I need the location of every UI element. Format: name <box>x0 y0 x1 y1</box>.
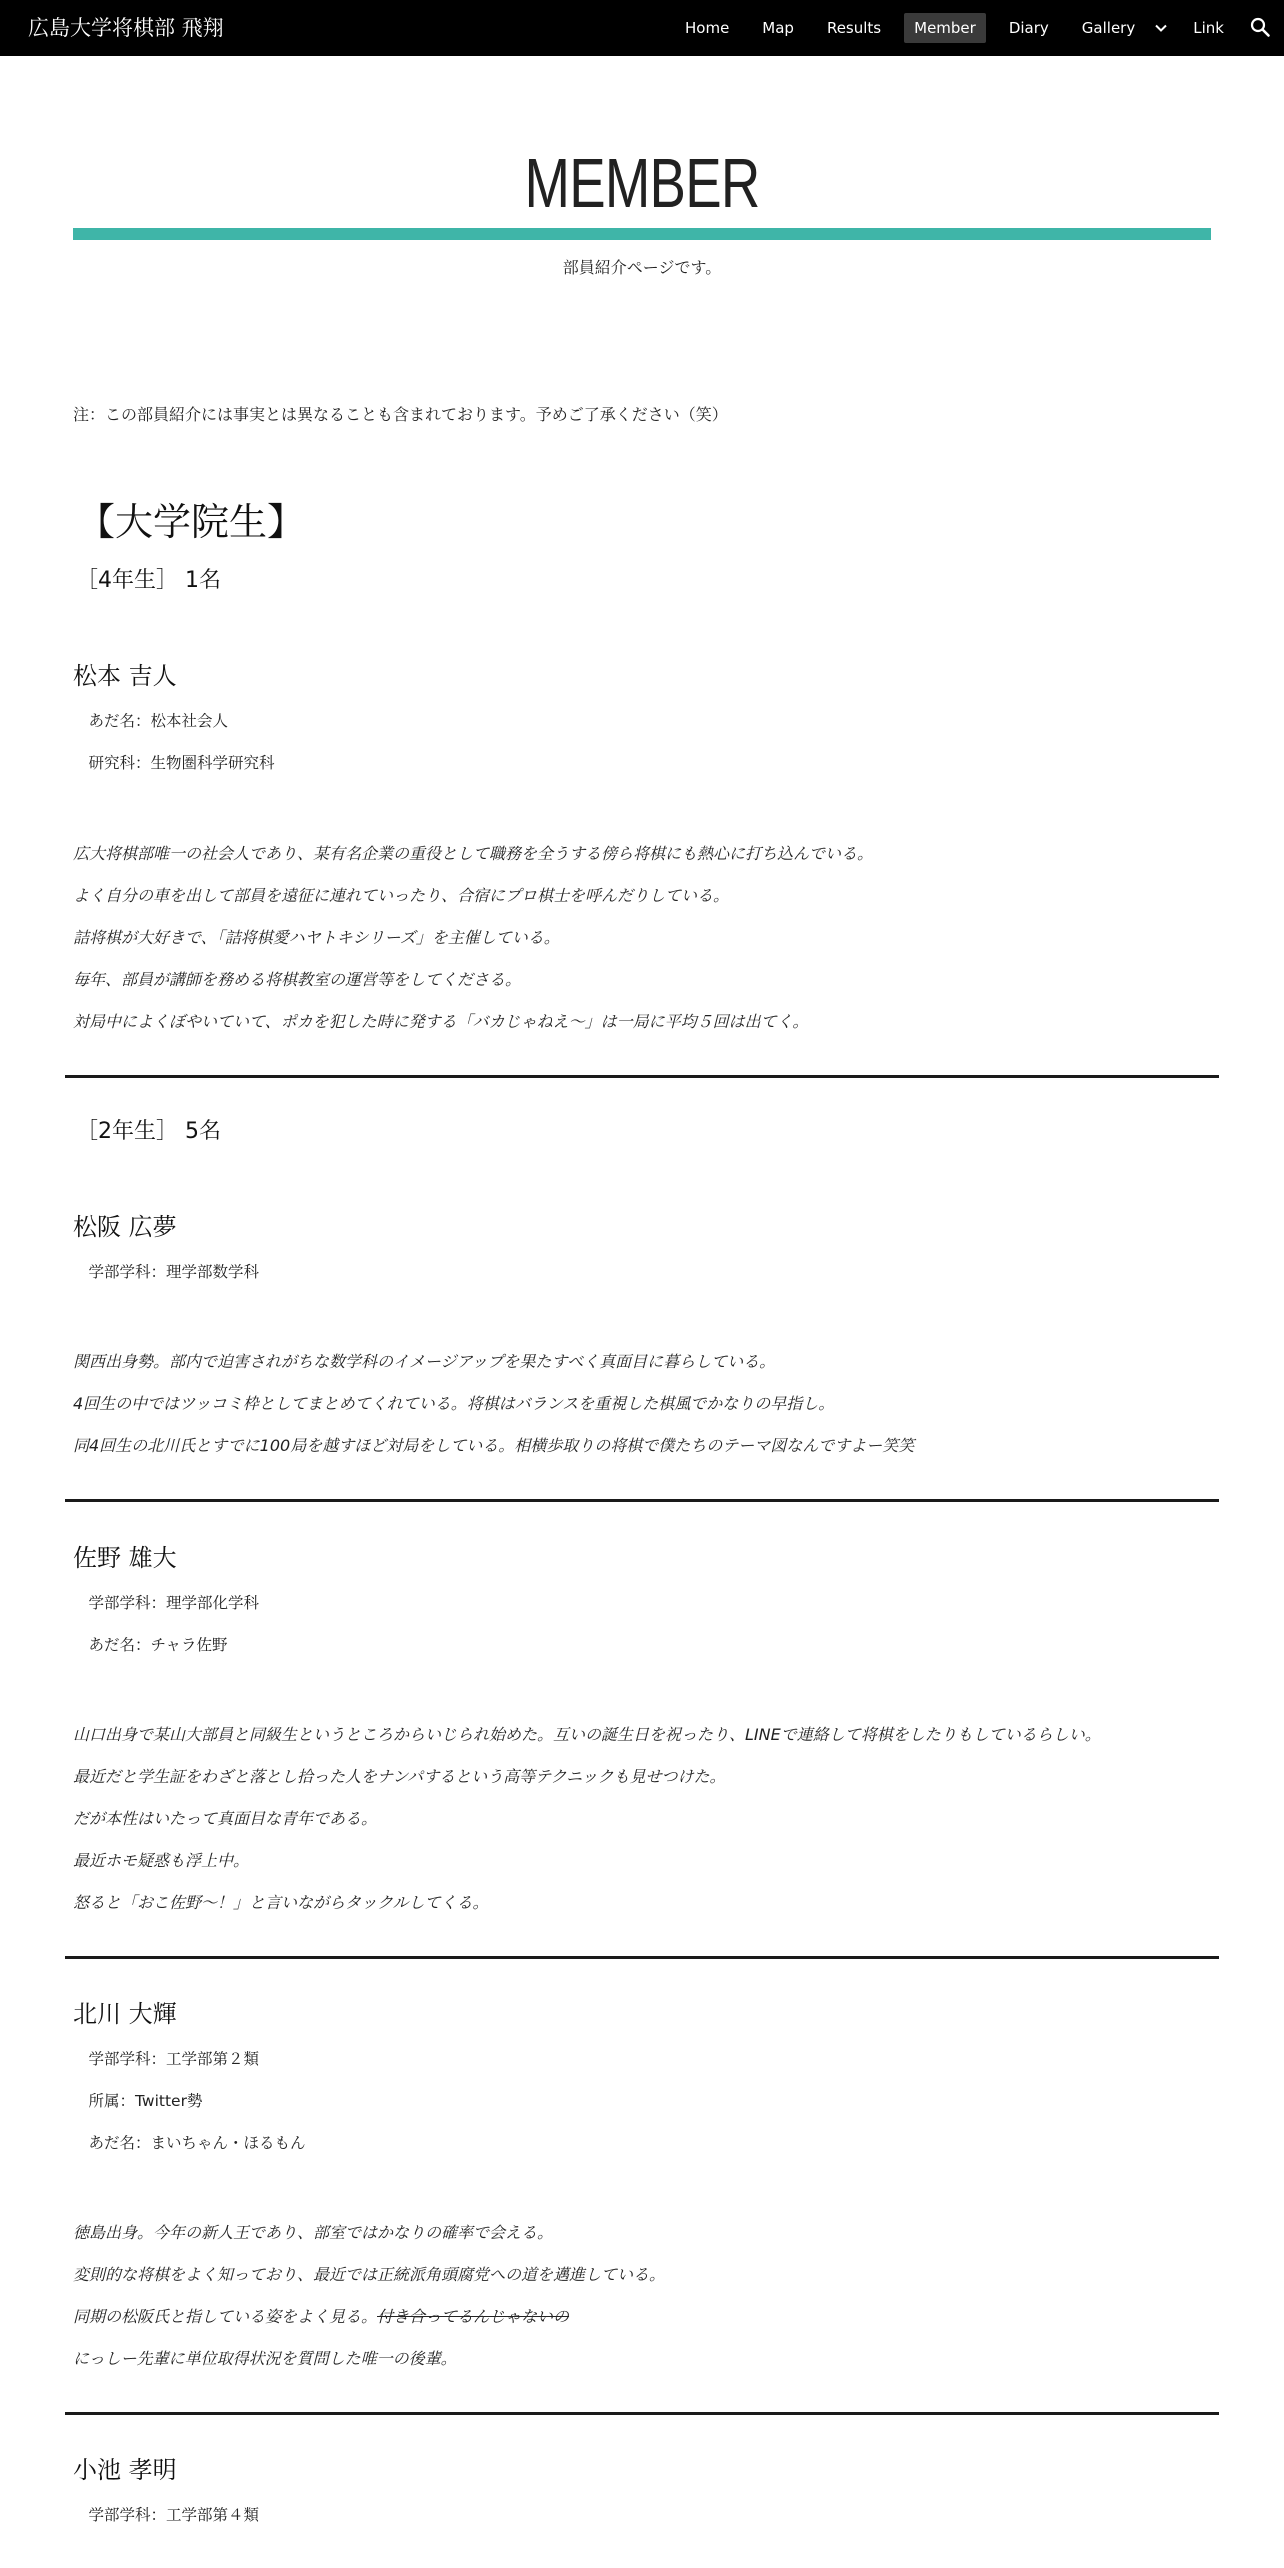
year-heading-4: ［4年生］ 1名 <box>76 568 221 593</box>
page-title: MEMBER <box>524 144 760 222</box>
member-meta-line: 研究科：生物圏科学研究科 <box>73 754 275 772</box>
nav-member[interactable]: Member <box>904 13 986 43</box>
member-meta-line: 学部学科：理学部数学科 <box>73 1263 260 1281</box>
member-meta-line: 学部学科：工学部第２類 <box>73 2050 260 2068</box>
member-bio-line: 山口出身で某山大部員と同級生というところからいじられ始めた。互いの誕生日を祝ったり、LINEで連絡して将棋をしたりもしているらしい。 <box>73 1725 1101 1744</box>
member-name: 小池 孝明 <box>73 2456 177 2484</box>
member-meta-line: 学部学科：理学部化学科 <box>73 1594 260 1612</box>
section-divider <box>65 1956 1219 1959</box>
member-bio-line: 徳島出身。今年の新人王であり、部室ではかなりの確率で会える。 <box>73 2223 554 2242</box>
nav-results[interactable]: Results <box>826 19 882 37</box>
nav-map[interactable]: Map <box>762 19 794 37</box>
member-bio-line: にっしー先輩に単位取得状況を質問した唯一の後輩。 <box>73 2349 457 2368</box>
member-bio-line: 同4回生の北川氏とすでに100局を越すほど対局をしている。相横歩取りの将棋で僕たちのテーマ図なんですよー笑笑 <box>73 1436 915 1455</box>
member-name: 北川 大輝 <box>73 2000 177 2028</box>
main-nav <box>675 12 1247 44</box>
nav-link[interactable]: Link <box>1193 19 1224 37</box>
chevron-down-icon[interactable] <box>1154 13 1168 43</box>
nav-gallery[interactable]: Gallery <box>1081 19 1136 37</box>
search-icon[interactable] <box>1249 16 1271 38</box>
member-bio-line <box>73 2305 569 2329</box>
member-bio-line: 対局中によくぼやいていて、ポカを犯した時に発する「バカじゃねえ～」は一局に平均５回は出てく。 <box>73 1012 809 1031</box>
member-name: 松阪 広夢 <box>73 1213 177 1241</box>
member-meta-line: あだ名：まいちゃん・ほるもん <box>73 2134 306 2152</box>
member-bio-line: 関西出身勢。部内で迫害されがちな数学科のイメージアップを果たすべく真面目に暮らしている。 <box>73 1352 776 1371</box>
member-bio-line: 広大将棋部唯一の社会人であり、某有名企業の重役として職務を全うする傍ら将棋にも熱心に打ち込んでいる。 <box>73 844 874 863</box>
member-meta-line: 所属：Twitter勢 <box>73 2092 203 2110</box>
site-title[interactable]: 広島大学将棋部 飛翔 <box>28 16 224 40</box>
member-meta-line: あだ名：松本社会人 <box>73 712 229 730</box>
member-name: 松本 吉人 <box>73 662 177 690</box>
member-bio-line: 変則的な将棋をよく知っており、最近では正統派角頭腐党への道を邁進している。 <box>73 2265 666 2284</box>
top-navigation-bar <box>0 0 1284 56</box>
member-bio-line: 詰将棋が大好きで、「詰将棋愛ハヤトキシリーズ」を主催している。 <box>73 928 560 947</box>
member-meta-line: 学部学科：工学部第４類 <box>73 2506 260 2524</box>
nav-diary[interactable]: Diary <box>1008 19 1049 37</box>
member-bio-line: 最近だと学生証をわざと落とし拾った人をナンパするという高等テクニックも見せつけた。 <box>73 1767 726 1786</box>
title-accent-bar <box>73 228 1211 240</box>
member-bio-line: 最近ホモ疑惑も浮上中。 <box>73 1851 250 1870</box>
member-bio-line: 4回生の中ではツッコミ枠としてまとめてくれている。将棋はバランスを重視した棋風でかなりの早指し。 <box>73 1394 835 1413</box>
section-divider <box>65 1075 1219 1078</box>
nav-home[interactable]: Home <box>685 19 730 37</box>
section-divider <box>65 2412 1219 2415</box>
struck-joke-text: 付き合ってるんじゃないの <box>377 2307 570 2326</box>
page-subtitle: 部員紹介ページです。 <box>562 258 722 277</box>
section-divider <box>65 1499 1219 1502</box>
member-meta-line: あだ名：チャラ佐野 <box>73 1636 228 1654</box>
category-heading: 【大学院生】 <box>77 500 306 544</box>
bio-text: 同期の松阪氏と指している姿をよく見る。 <box>73 2307 378 2326</box>
member-bio-line: だが本性はいたって真面目な青年である。 <box>73 1809 378 1828</box>
disclaimer-notice: 注：この部員紹介には事実とは異なることも含まれております。予めご了承ください（笑） <box>73 405 728 424</box>
member-name: 佐野 雄大 <box>73 1544 177 1572</box>
year-heading-2: ［2年生］ 5名 <box>76 1119 221 1144</box>
member-bio-line: 怒ると「おこ佐野～！」と言いながらタックルしてくる。 <box>73 1893 489 1912</box>
member-bio-line: 毎年、部員が講師を務める将棋教室の運営等をしてくださる。 <box>73 970 522 989</box>
member-bio-line: よく自分の車を出して部員を遠征に連れていったり、合宿にプロ棋士を呼んだりしている。 <box>73 886 730 905</box>
